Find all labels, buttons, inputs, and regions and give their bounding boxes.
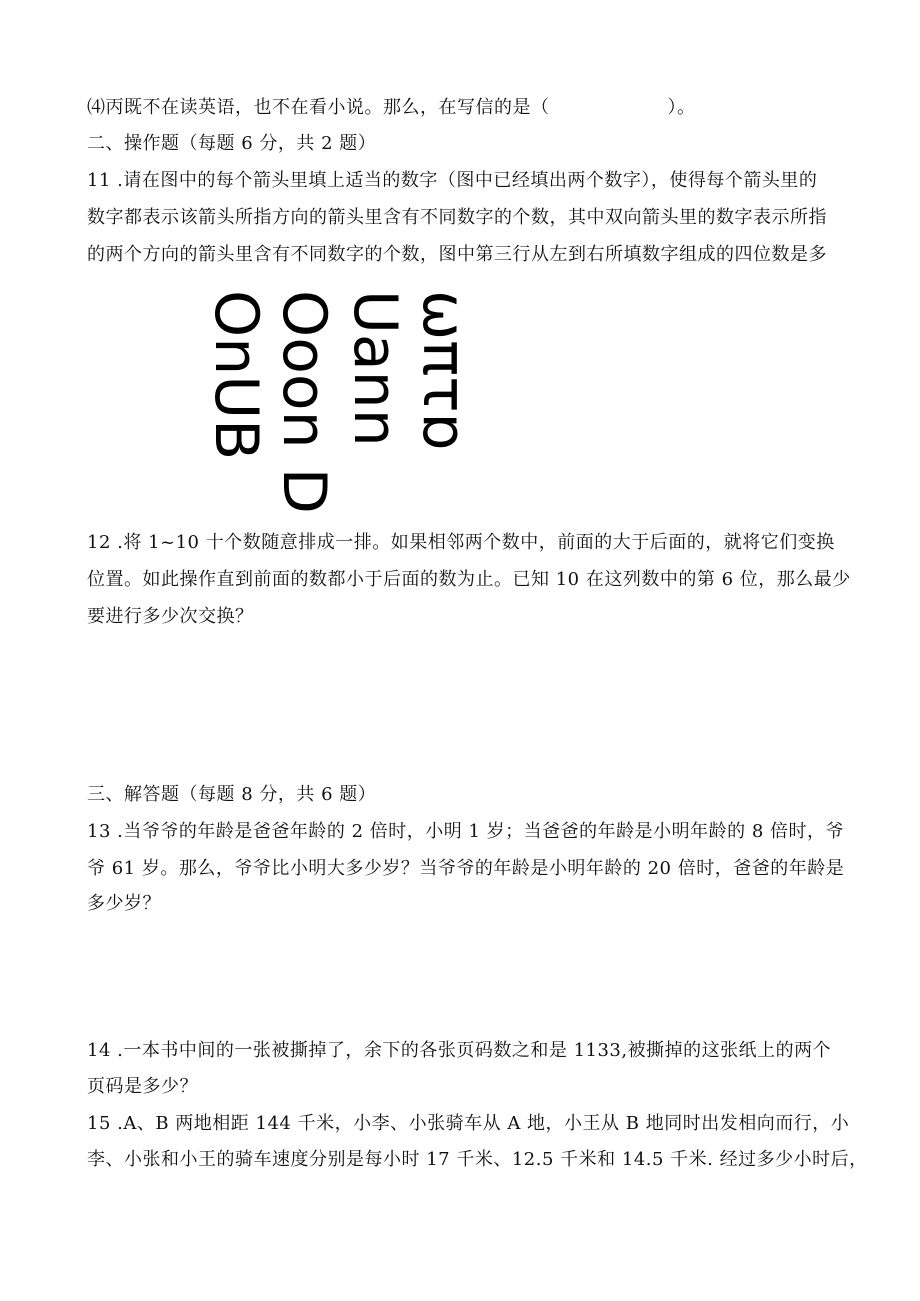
figure-glyph-col-3: Ooon D: [269, 290, 339, 514]
figure-glyph-col-2: Uann: [340, 290, 410, 447]
q10-part4: [87, 96, 696, 120]
section2-heading: 二、操作题（每题 6 分，共 2 题）: [87, 133, 377, 154]
q15-line-2: 李、小张和小王的骑车速度分别是每小时 17 千米、12.5 千米和 14.5 千米. 经过多少小时后，: [87, 1149, 868, 1170]
q15-line-1: 15 .A、B 两地相距 144 千米，小李、小张骑车从 A 地，小王从 B 地同时出发相向而行，小: [87, 1113, 850, 1134]
q11-line-1: 11 .请在图中的每个箭头里填上适当的数字（图中已经填出两个数字），使得每个箭头里的: [87, 170, 818, 191]
q13-line-2: 爷 61 岁。那么，爷爷比小明大多少岁？当爷爷的年龄是小明年龄的 20 倍时，爸爸的年龄是: [87, 858, 845, 879]
q11-line-2: 数字都表示该箭头所指方向的箭头里含有不同数字的个数，其中双向箭头里的数字表示所指: [87, 207, 827, 228]
section3-heading: 三、解答题（每题 8 分，共 6 题）: [87, 784, 377, 805]
q12-line-2: 位置。如此操作直到前面的数都小于后面的数为止。已知 10 在这列数中的第 6 位，那么最少: [87, 569, 851, 590]
q13-line-1: 13 .当爷爷的年龄是爸爸年龄的 2 倍时，小明 1 岁；当爸爸的年龄是小明年龄的 8 倍时，爷: [87, 821, 845, 842]
figure-glyph-col-1: ωπτɒ: [409, 290, 479, 451]
q10-part4-end: ）。: [667, 97, 696, 118]
q14-line-1: 14 .一本书中间的一张被撕掉了，余下的各张页码数之和是 1133,被撕掉的这张纸上的两个: [87, 1040, 832, 1061]
q11-line-3: 的两个方向的箭头里含有不同数字的个数，图中第三行从左到右所填数字组成的四位数是多: [87, 244, 827, 265]
q14-line-2: 页码是多少？: [87, 1076, 198, 1097]
q10-part4-text: ⑷丙既不在读英语，也不在看小说。那么，在写信的是（: [87, 97, 550, 118]
q13-line-3: 多少岁？: [87, 893, 161, 914]
q12-line-1: 12 .将 1~10 十个数随意排成一排。如果相邻两个数中，前面的大于后面的，就将它们变换: [87, 532, 835, 553]
q12-line-3: 要进行多少次交换？: [87, 606, 254, 627]
figure-glyph-col-4: OnUB: [201, 290, 271, 461]
